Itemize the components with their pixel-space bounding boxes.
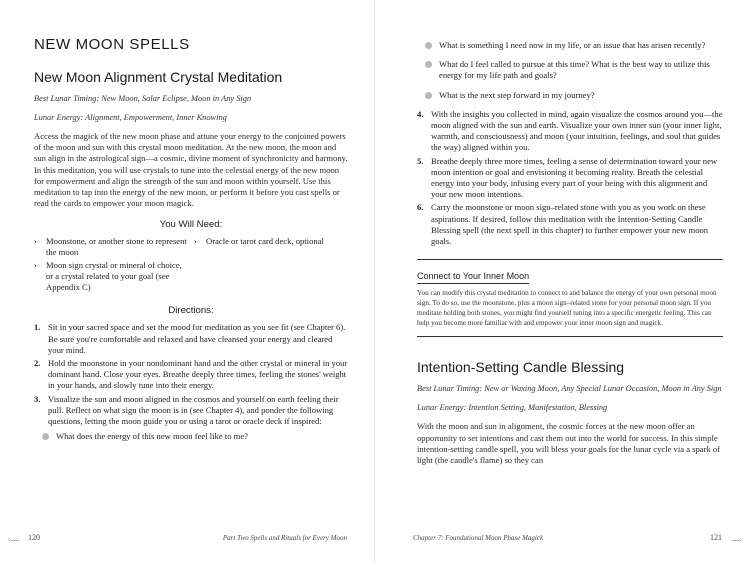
running-head: NEW MOON SPELLS — [34, 36, 190, 53]
you-will-need-heading: You Will Need: — [159, 219, 223, 231]
bullet-icon: › — [34, 261, 37, 271]
circle-bullet-icon — [425, 42, 432, 49]
needs-item: › Oracle or tarot card deck, optional — [194, 236, 324, 247]
lunar-timing: Best Lunar Timing: New Moon, Solar Eclipse, Moon in Any Sign — [34, 94, 252, 103]
left-column — [34, 30, 348, 450]
sidebar-box — [417, 259, 723, 337]
direction-step: 2. Hold the moonstone in your nondominant hand and the other crystal or mineral in your dominant hand. Close your eyes. Breathe deeply three times, feeling the stones' weight in your hands, and slowly tune into their energy. — [34, 358, 348, 391]
right-column — [417, 30, 723, 466]
circle-bullet-icon — [425, 92, 432, 99]
question-list — [34, 431, 348, 442]
directions-list — [417, 109, 723, 247]
question-item: What does the energy of this new moon feel like to me? — [34, 431, 348, 442]
lunar-energy: Lunar Energy: Intention Setting, Manifestation, Blessing — [417, 403, 608, 413]
needs-list — [34, 236, 348, 295]
question-item: What do I feel called to pursue at this time? What is the best way to utilize this energy for my life path and goals? — [417, 59, 723, 81]
question-item: What is something I need now in my life, or an issue that has arisen recently? — [417, 40, 723, 51]
bullet-icon: › — [194, 237, 197, 247]
ornament-icon: ◦— — [8, 535, 19, 544]
ornament-icon: —◦ — [731, 535, 742, 544]
direction-step: 4. With the insights you collected in mind, again visualize the cosmos around you—the moon aligned with the sun and earth. Visualize your own inner sun (your inner light, warmth, and consciousness) and moon (your intuition, feelings, and soul that guides the way) aligned within you. — [417, 108, 723, 153]
direction-step: 3. Visualize the sun and moon aligned in the cosmos and yourself on earth feeling their pull. Reflect on what sign the moon is in (see Chapter 4), and ponder the following questions, letting the moon guide you or using a tarot or oracle deck if inspired: — [34, 393, 339, 427]
circle-bullet-icon — [42, 433, 49, 440]
lunar-energy: Lunar Energy: Alignment, Empowerment, Inner Knowing — [34, 113, 227, 122]
direction-step: 5. Breathe deeply three more times, feeling a sense of determination toward your new moon intention or goal and envisioning it becoming reality. Breath the celestial energy into your body, infusing every part of your being with this alignment and your new moon intentions. — [417, 155, 718, 200]
footer-text: Chapter 7: Foundational Moon Phase Magick — [413, 534, 544, 542]
needs-column-2 — [194, 236, 348, 295]
page-number: 120 — [28, 533, 40, 542]
spell-title: Intention-Setting Candle Blessing — [417, 359, 625, 376]
page-number: 121 — [710, 533, 722, 542]
directions-heading: Directions: — [168, 305, 214, 317]
directions-list — [34, 322, 348, 427]
intro-paragraph: With the moon and sun in alignment, the cosmic forces at the new moon offer an opportunity to set intentions and cast them out into the world for success. In this simple intention-setting candle spell, you will bless your goals for the lunar cycle via a spark of light (the candle's flame) so they can — [417, 421, 721, 466]
intro-paragraph: Access the magick of the new moon phase and attune your energy to the conjoined powers of the moon and sun with this crystal moon meditation. At the new moon, the moon and sun align in the astrological sign—a cosmic, divine moment of synchronicity and harmony. In this meditation, you will use crystals to tune into the celestial energy of the new moon for empowerment and align the strength of the sun and moon within yourself. Use this meditation to tap into the energy of the new moon, or perform it before you cast spells or read the cards to empower your moon magick. — [34, 131, 348, 209]
needs-item: › Moonstone, or another stone to represent the moon — [34, 236, 187, 258]
lunar-timing: Best Lunar Timing: New or Waxing Moon, Any Special Lunar Occasion, Moon in Any Sign — [417, 384, 722, 394]
sidebar-body: You can modify this crystal meditation to connect to and balance the energy of your own personal moon sign. To do so, use the moonstone, plus a moon sign–related stone for your personal moon sign. If you meditate holding both stones, you might find yourself tuning into a specific energetic feeling. This can help you become more familiar with and empower your inner moon sign and magick. — [417, 289, 717, 327]
left-footer — [0, 533, 375, 547]
footer-text: Part Two Spells and Rituals for Every Moon — [222, 534, 347, 542]
needs-column-1 — [34, 236, 188, 295]
sidebar-title: Connect to Your Inner Moon — [417, 271, 529, 284]
direction-step: 6. Carry the moonstone or moon sign–related stone with you as you work on these aspirations. If desired, follow this meditation with the Intention-Setting Candle Blessing spell (the next spell in this chapter) to further empower your new moon goals. — [417, 202, 709, 247]
needs-item: › Moon sign crystal or mineral of choice, or a crystal related to your goal (see Appendix C) — [34, 260, 182, 293]
question-item: What is the next step forward in my journey? — [417, 90, 723, 101]
right-page — [375, 0, 750, 563]
spell-title: New Moon Alignment Crystal Meditation — [34, 69, 283, 85]
question-list — [417, 40, 723, 101]
bullet-icon: › — [34, 237, 37, 247]
circle-bullet-icon — [425, 61, 432, 68]
right-footer — [375, 533, 750, 547]
direction-step: 1. Sit in your sacred space and set the mood for meditation as you see fit (see Chapter 6). Be sure you're comfortable and relaxed and have cleansed your energy and cleared your mind. — [34, 322, 346, 355]
